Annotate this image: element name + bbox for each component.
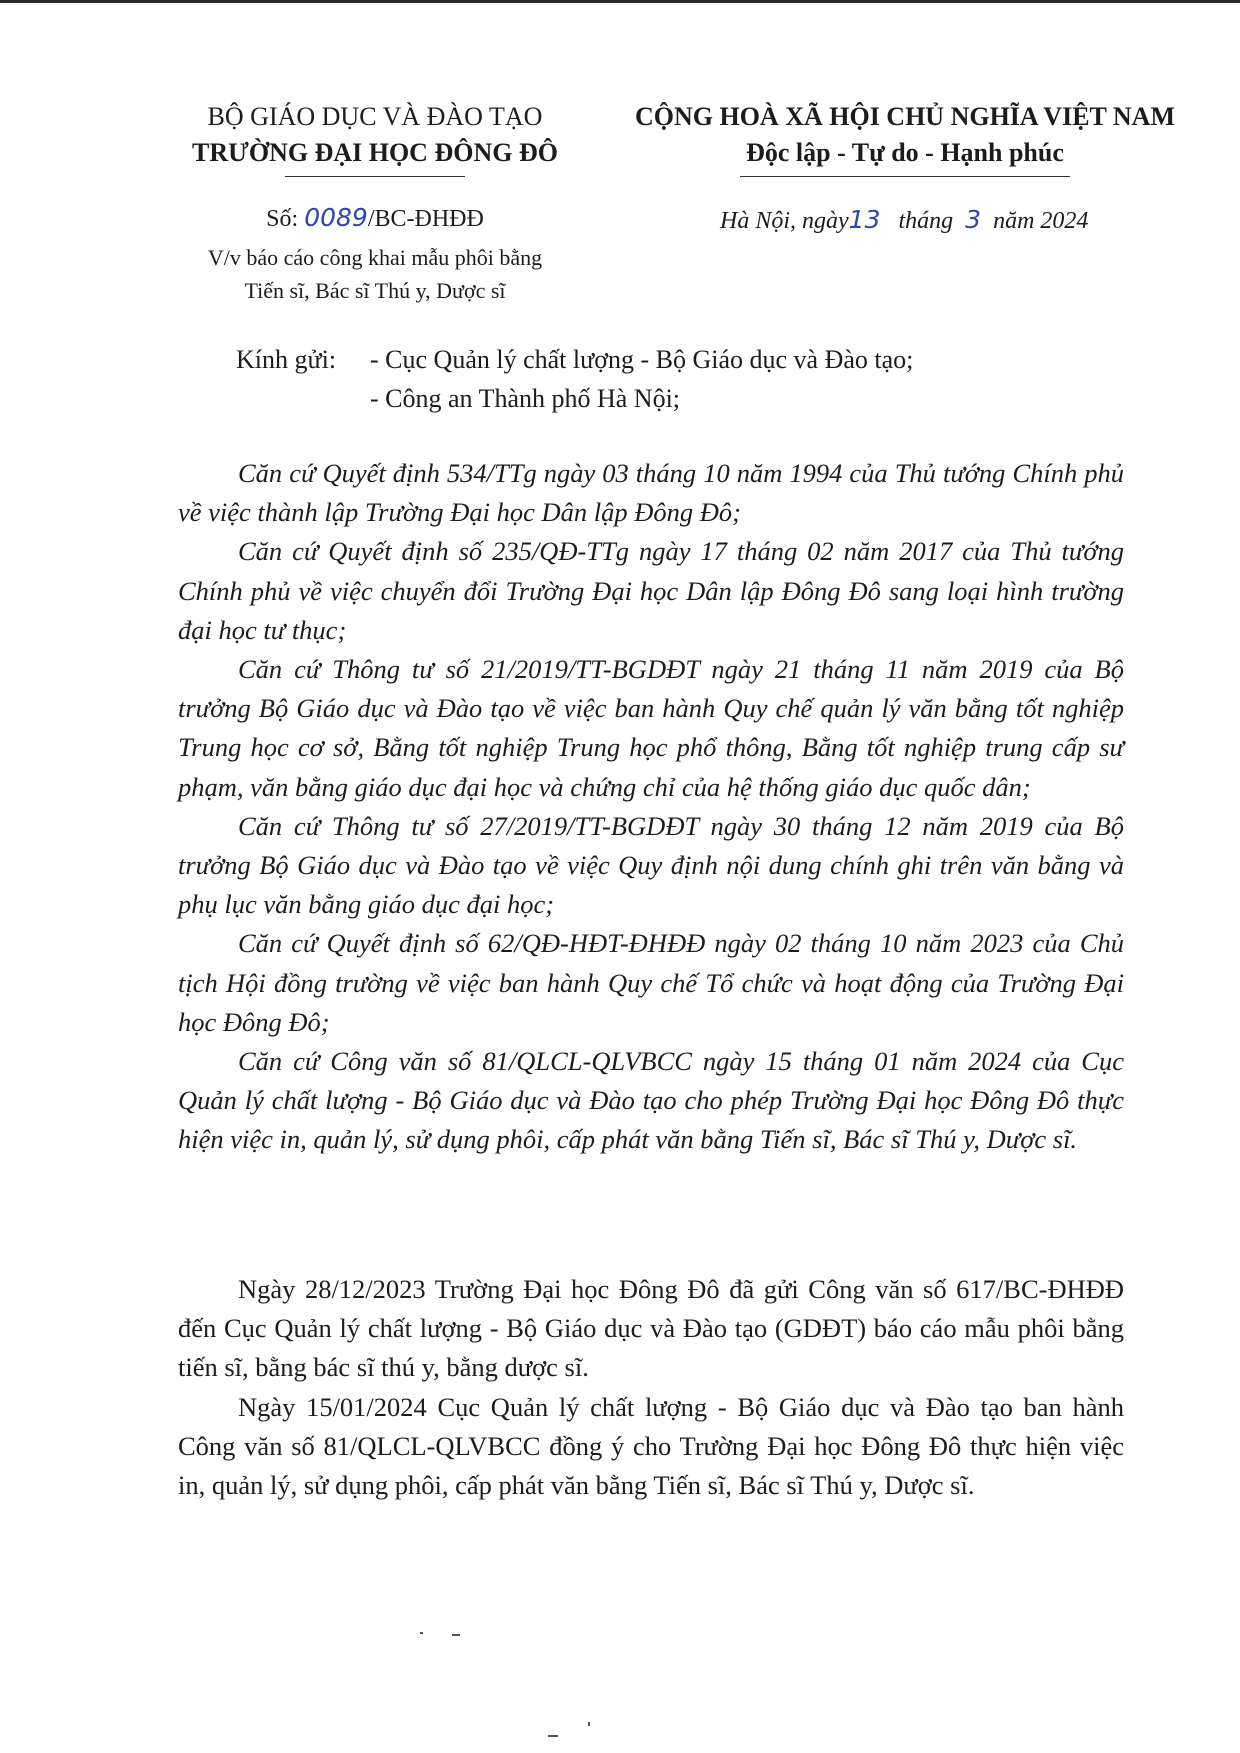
legal-bases: [178, 454, 1124, 1160]
legal-basis-6: Căn cứ Công văn số 81/QLCL-QLVBCC ngày 15 tháng 01 năm 2024 của Cục Quản lý chất lượng - Bộ Giáo dục và Đào tạo cho phép Trường Đại học Đông Đô thực hiện việc in, quản lý, sử dụng phôi, cấp phát văn bằng Tiến sĩ, Bác sĩ Thú y, Dược sĩ.: [178, 1046, 1124, 1155]
date-year: năm 2024: [993, 208, 1089, 234]
legal-basis-4: Căn cứ Thông tư số 27/2019/TT-BGDĐT ngày 30 tháng 12 năm 2019 của Bộ trưởng Bộ Giáo dục và Đào tạo về việc Quy định nội dung chính ghi trên văn bằng và phụ lục văn bằng giáo dục đại học;: [178, 810, 1124, 920]
country-name: CỘNG HOÀ XÃ HỘI CHỦ NGHĨA VIỆT NAM: [634, 102, 1176, 131]
document-subject: [150, 241, 600, 307]
scan-speck: [420, 1632, 423, 1634]
university-underline: [285, 176, 465, 177]
body-paragraph-2: Ngày 15/01/2024 Cục Quản lý chất lượng - Bộ Giáo dục và Đào tạo ban hành Công văn số 81/QLCL-QLVBCC đồng ý cho Trường Đại học Đông Đô thực hiện việc in, quản lý, sử dụng phôi, cấp phát văn bằng Tiến sĩ, Bác sĩ Thú y, Dược sĩ.: [178, 1391, 1124, 1501]
legal-basis-5: Căn cứ Quyết định số 62/QĐ-HĐT-ĐHĐĐ ngày 02 tháng 10 năm 2023 của Chủ tịch Hội đồng trường về việc ban hành Quy chế Tổ chức và hoạt động của Trường Đại học Đông Đô;: [178, 928, 1124, 1037]
doc-number-prefix: Số:: [266, 206, 305, 232]
motto-underline: [740, 176, 1070, 177]
date-month-label: tháng: [898, 208, 954, 234]
subject-line-1: V/v báo cáo công khai mẫu phôi bằng: [207, 245, 543, 270]
date-day-handwritten: 13: [848, 205, 881, 234]
doc-number-handwritten: 0089: [304, 203, 368, 232]
subject-line-2: Tiến sĩ, Bác sĩ Thú y, Dược sĩ: [244, 278, 506, 303]
date-place: Hà Nội, ngày: [720, 208, 849, 234]
document-number: [150, 203, 600, 233]
university-name: TRƯỜNG ĐẠI HỌC ĐÔNG ĐÔ: [192, 138, 558, 167]
legal-basis-3: Căn cứ Thông tư số 21/2019/TT-BGDĐT ngày 21 tháng 11 năm 2019 của Bộ trưởng Bộ Giáo dục và Đào tạo về việc ban hành Quy chế quản lý văn bằng tốt nghiệp Trung học cơ sở, Bằng tốt nghiệp Trung học phổ thông, Bằng tốt nghiệp trung cấp sư phạm, văn bằng giáo dục đại học và chứng chỉ của hệ thống giáo dục quốc dân;: [178, 654, 1124, 802]
legal-basis-1: Căn cứ Quyết định 534/TTg ngày 03 tháng 10 năm 1994 của Thủ tướng Chính phủ về việc thành lập Trường Đại học Dân lập Đông Đô;: [178, 458, 1124, 528]
ministry-name: BỘ GIÁO DỤC VÀ ĐÀO TẠO: [207, 102, 543, 131]
body-paragraph-1: Ngày 28/12/2023 Trường Đại học Đông Đô đã gửi Công văn số 617/BC-ĐHĐĐ đến Cục Quản lý chất lượng - Bộ Giáo dục và Đào tạo (GDĐT) báo cáo mẫu phôi bằng tiến sĩ, bằng bác sĩ thú y, bằng dược sĩ.: [178, 1274, 1124, 1383]
scan-speck: [452, 1634, 460, 1636]
national-motto: Độc lập - Tự do - Hạnh phúc: [746, 138, 1064, 167]
recipient-1: - Cục Quản lý chất lượng - Bộ Giáo dục và Đào tạo;: [370, 345, 914, 374]
recipient-2: - Công an Thành phố Hà Nội;: [370, 384, 681, 413]
scan-speck: [548, 1735, 558, 1737]
body-paragraphs: [178, 1270, 1124, 1505]
legal-basis-2: Căn cứ Quyết định số 235/QĐ-TTg ngày 17 tháng 02 năm 2017 của Thủ tướng Chính phủ về việc chuyển đổi Trường Đại học Dân lập Đông Đô sang loại hình trường đại học tư thục;: [178, 536, 1124, 645]
recipients-label: Kính gửi:: [236, 345, 337, 374]
scan-speck: [588, 1722, 590, 1726]
scan-top-edge: [0, 0, 1240, 3]
doc-number-suffix: /BC-ĐHĐĐ: [367, 206, 484, 232]
date-line: [720, 205, 1140, 235]
date-month-handwritten: 3: [965, 205, 982, 234]
